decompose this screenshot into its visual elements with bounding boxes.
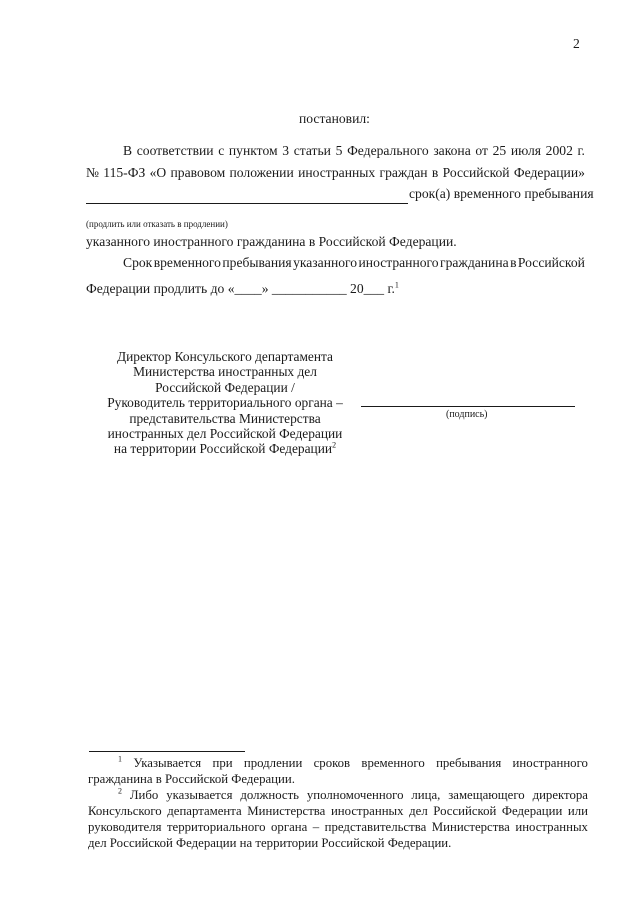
signatory-line: Министерства иностранных дел [133,364,317,380]
word: Срок [123,255,153,270]
footnote-num: 1 [118,754,122,764]
word: от [475,143,488,158]
signatory-line [96,441,354,456]
word: или [567,804,588,818]
word: 115-ФЗ [103,165,146,180]
heading: постановил: [299,111,370,126]
word: Российской [433,804,497,818]
word: иностранных [298,165,376,180]
word: в [510,255,517,270]
word: 25 [492,143,507,158]
word: продлении [243,756,303,770]
para1-line1 [123,143,585,159]
word: должность [240,788,300,802]
word: пребывания [436,756,502,770]
word: правовом [170,165,226,180]
word: Министерства [431,820,510,834]
word: «О [149,165,167,180]
footnote-ref-2: 2 [332,440,337,450]
footnote-line [88,819,588,835]
word: 2002 [545,143,573,158]
signatory-line: Руководитель территориального органа – [107,395,343,411]
word: В [123,143,133,158]
footnote-2 [88,787,588,851]
footnote-line [88,787,588,803]
year-suffix: г. [384,281,395,296]
word: органа [271,820,308,834]
date-prefix: Федерации продлить до « [86,281,235,296]
word: Министерства [247,804,326,818]
word: закона [433,143,471,158]
date-mid: » [261,281,272,296]
word: Консульского [88,804,162,818]
footnote-separator [89,751,245,752]
word: соответствии [136,143,214,158]
para1-line3-tail: срок(а) временного пребывания [409,186,594,201]
word: – [312,820,320,834]
word: Либо [129,788,159,802]
word: указывается [166,788,233,802]
word: Федерального [347,143,429,158]
year-prefix: 20 [346,281,364,296]
signatory-line-text: на территории Российской Федерации [113,441,333,457]
word: № [86,165,99,180]
footnote-1 [88,755,588,787]
footnote-line: дел Российской Федерации на территории Российской Федерации. [88,836,452,850]
decision-hint: (продлить или отказать в продлении) [86,219,228,229]
word: директора [532,788,588,802]
word: Федерации» [513,165,585,180]
day-blank[interactable]: ____ [234,281,262,296]
word: Федерации [501,804,563,818]
para1-line2 [86,165,585,181]
word: департамента [167,804,242,818]
word: Российской [442,165,510,180]
page-number: 2 [573,36,580,51]
word: иностранных [330,804,404,818]
word: иностранного [358,255,439,270]
word: в [431,165,439,180]
footnote-num: 2 [118,786,122,796]
word: иностранных [515,820,588,834]
word: статьи [293,143,331,158]
word: временного [153,255,221,270]
footnote-line [88,803,588,819]
signatory-line: Директор Консульского департамента [116,349,334,364]
signatory-title [96,349,354,457]
word: пребывания [222,255,292,270]
decision-blank-line[interactable] [86,203,408,204]
signatory-line: иностранных дел Российской Федерации [107,426,343,442]
word: гражданина [440,255,509,270]
word: 3 [282,143,290,158]
signatory-line: Российской Федерации / [155,379,295,395]
word: иностранного [512,756,588,770]
word: временного [361,756,425,770]
month-blank[interactable]: ___________ [271,281,347,296]
word: Российской [517,255,585,270]
footnote-line: гражданина в Российской Федерации. [88,772,295,786]
signature-hint: (подпись) [446,409,488,420]
footnote-number [118,755,122,771]
signatory-line: представительства Министерства [129,410,321,426]
para2-line2 [86,281,399,297]
word: указанного [293,255,358,270]
word: представительства [324,820,427,834]
footnote-ref-1: 1 [394,280,399,290]
word: Указывается [133,756,202,770]
signature-line[interactable] [361,406,575,407]
word: сроков [313,756,351,770]
para1-line4: указанного иностранного гражданина в Российской Федерации. [86,234,457,249]
word: уполномоченного [306,788,404,802]
word: граждан [379,165,428,180]
word: г. [577,143,585,158]
year-blank[interactable]: ___ [363,281,385,296]
word: замещающего [448,788,525,802]
word: руководителя [88,820,162,834]
word: 5 [335,143,343,158]
word: при [212,756,233,770]
word: дел [409,804,428,818]
word: июля [510,143,542,158]
footnote-number [118,787,122,803]
word: территориального [166,820,266,834]
para2-line1 [123,255,585,271]
word: с [218,143,225,158]
word: лица, [411,788,441,802]
word: пунктом [228,143,278,158]
footnote-line [88,755,588,771]
word: положении [229,165,294,180]
